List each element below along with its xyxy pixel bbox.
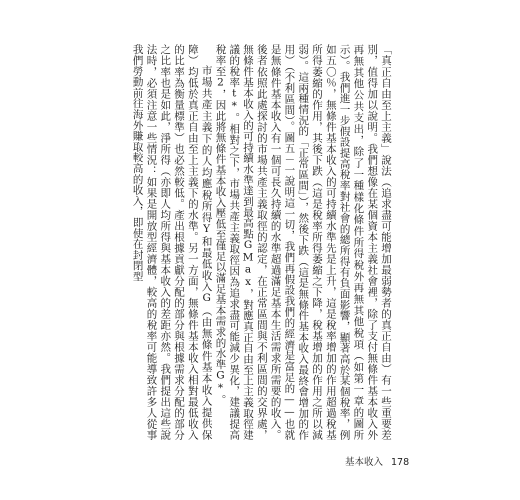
body-text [92, 44, 392, 440]
page-number: 178 [391, 457, 410, 468]
running-title: 基本收入 [345, 457, 384, 468]
paragraph-2: 市場共產主義下的人均應稅所得Y和最低收入G（由無條件基本收入提供保障）均低於真正自由至上主義下的水準。另一方面，無條件基本收入相對最低收入的比率為衡量標準）也必然較低。產出根據貢獻分配的部分與根據需求分配的部分之比率也是如此，淨所得（亦即人均所得與基本收入的差距亦然。我們提出這些說法時，必須注意一些情況：如果是開放型經濟體，較高的稅率可能導致許多人從事我們勞動前往海外賺取較高的收入，即使在封閉型 [131, 44, 213, 440]
paragraph-1: 「真正自由至上主義」說法（追求盡可能增加最弱勢者的真正自由）有一些重要差別，值得加以說明。我們想像在某個資本主義社會裡，除了支付無條件基本收入外再無其他公共支出，除了一種樣化條件所得稅外再無其他稅項（如第一章的圖所示）。我們進一步假設提高稅率對社會的總所得有負面影響，顯著高於某個稅率，例如五〇％，無條件基本收入的可持續水準先是上升，這是稅率增加的作用超過稅基所得萎縮的作用，其後下跌（這是稅率所得萎縮之下降，稅基增加的作用之所以減弱）。這兩種情況的「正常區間」），然後下跌（這是無條件基本收入最終會增加的作用）（不利區間）。圖五－一說明這一切，我們再假設我們的經濟是富足的——也就是無條件基本收入有一個可長久持續的水準超過滿足基本生活需求所需要的收入。後者依照此處探討的市場共產主義取徑的認定，在正常區間與不利區間的交界處，無條件基本收入的可持續水準達到最高點GMax，對應真正自由至上主義取徑建議的稅率t*。相對之下，市場共產主義取徑因為追求盡可能減少異化，建議提高稅率至2，因此將無條件基本收入壓低至僅足以滿足基本需求的水準G*。 [214, 44, 392, 440]
page-footer [345, 454, 417, 468]
